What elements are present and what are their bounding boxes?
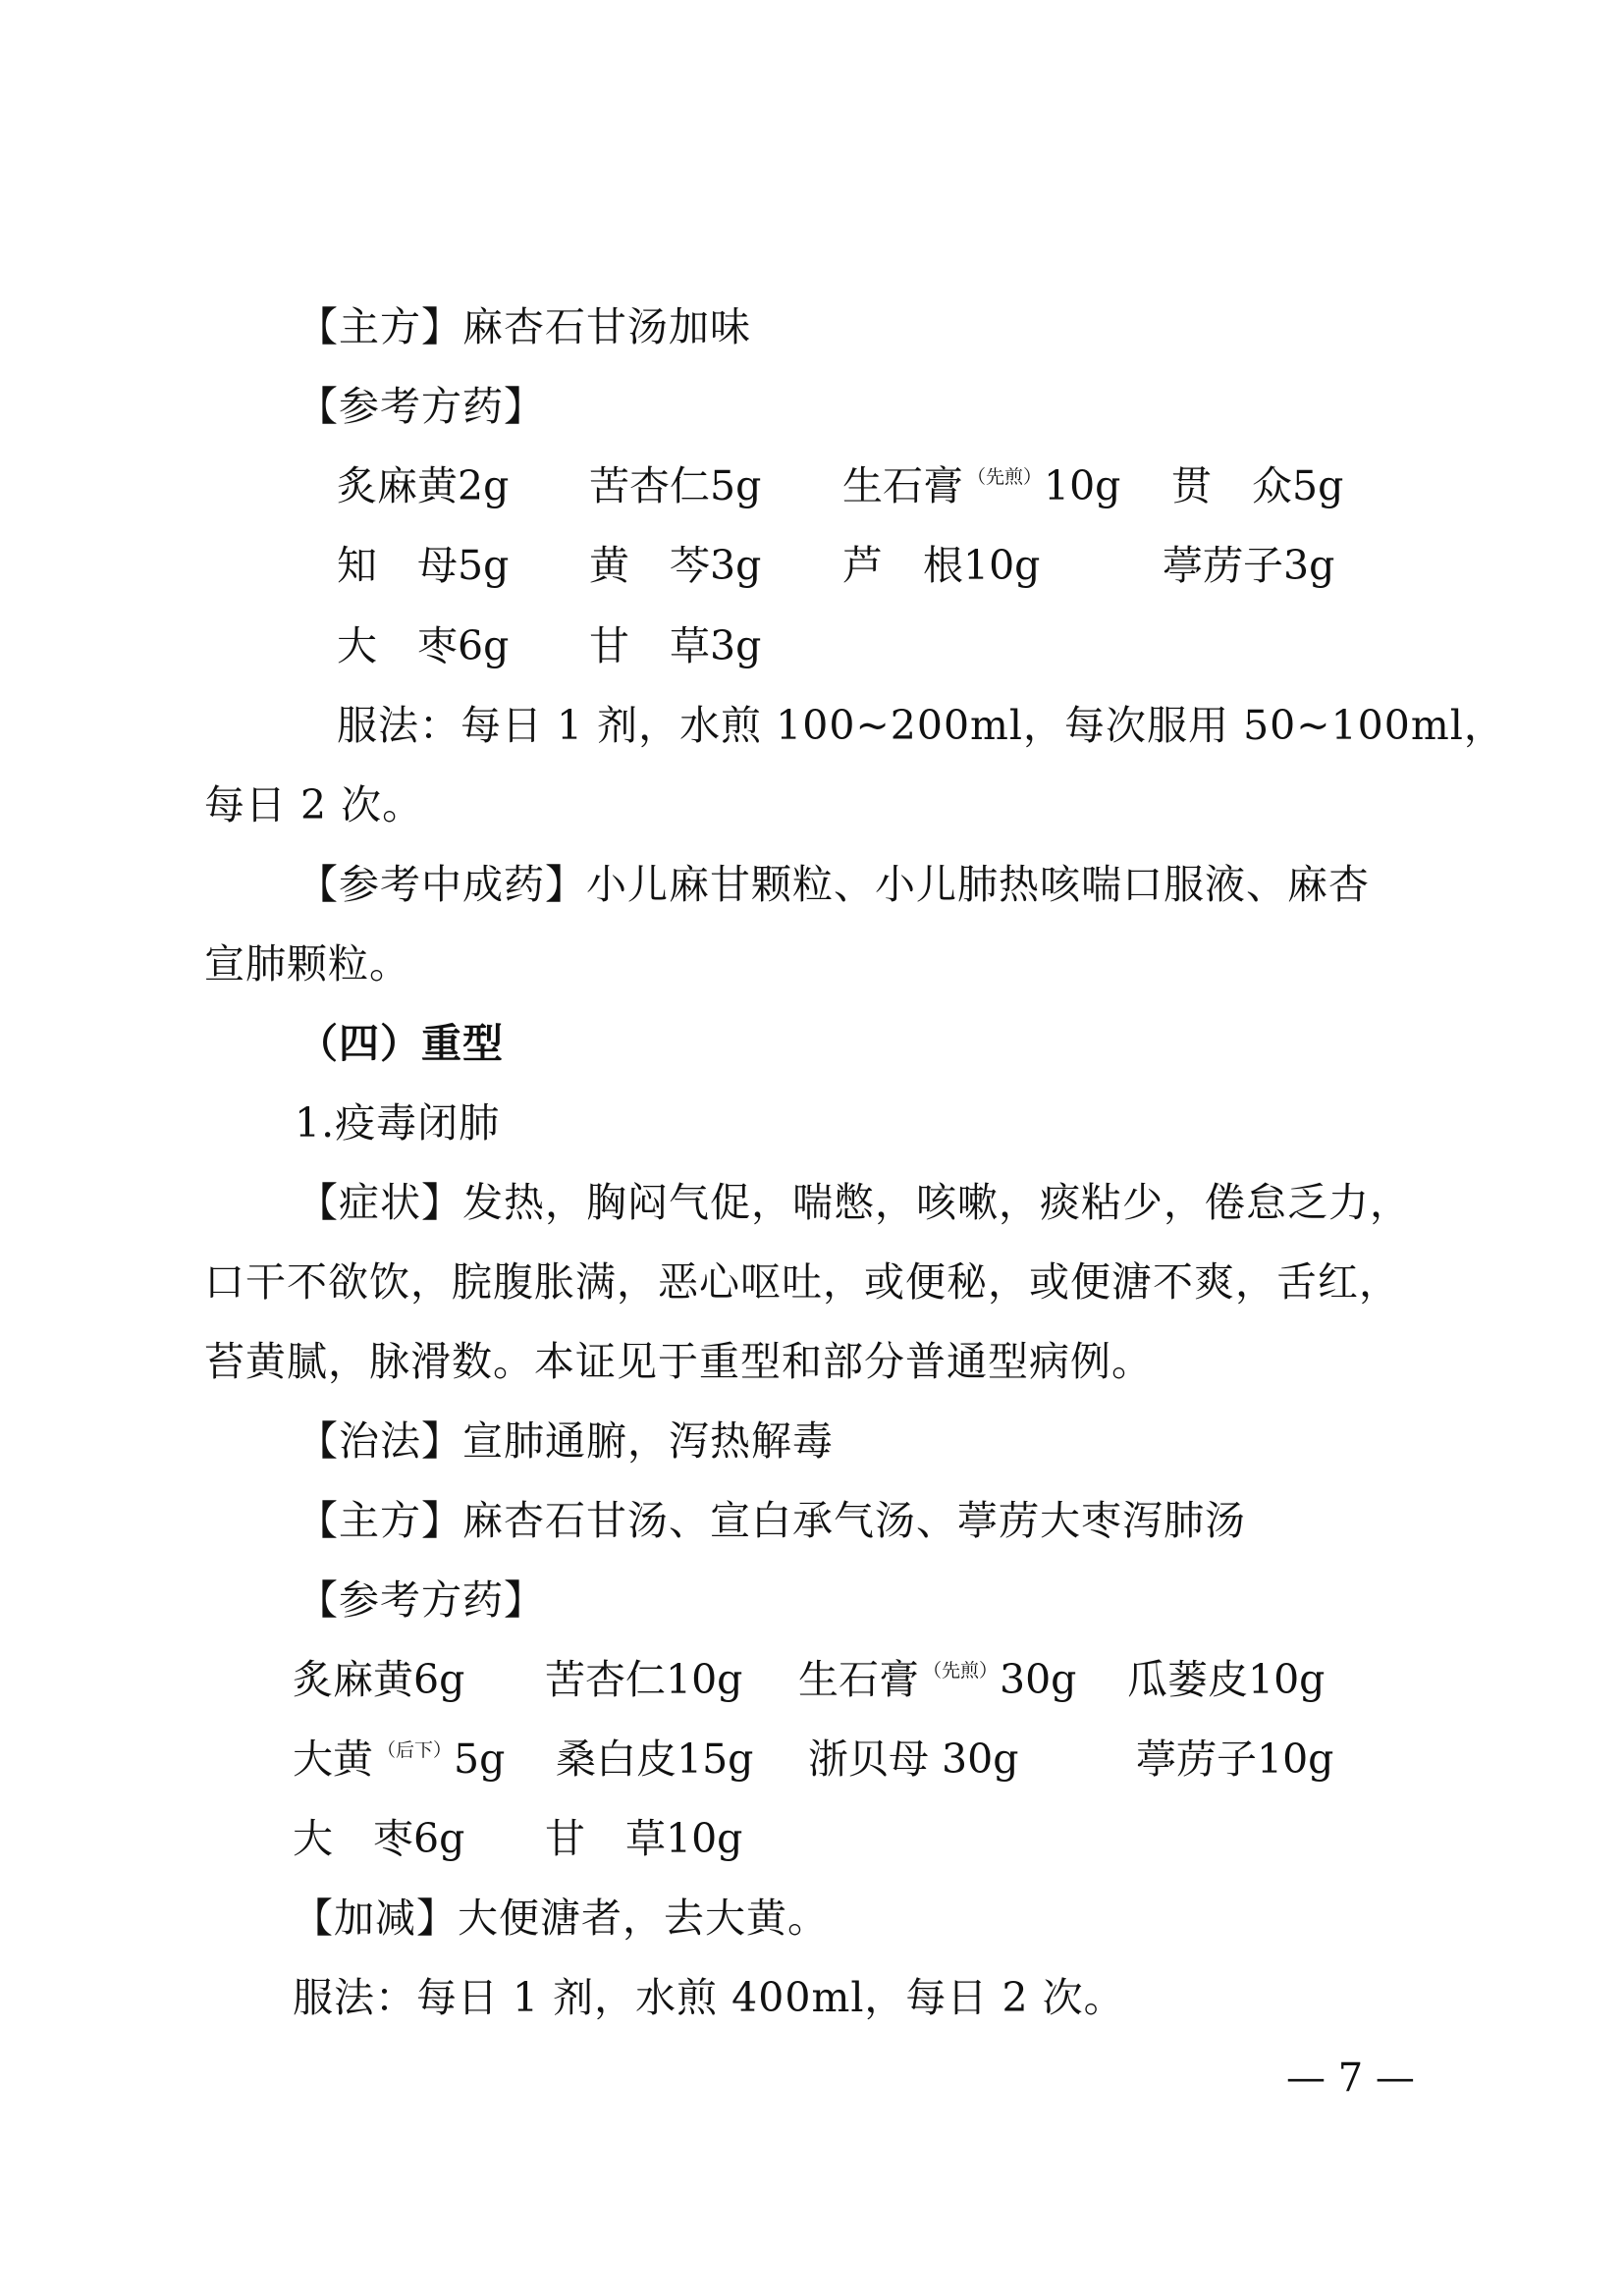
herb-item: 甘 草3g: [589, 622, 762, 669]
herb-item: 大 枣6g: [337, 622, 510, 669]
herb-item: 甘 草10g: [545, 1815, 743, 1862]
herb-item: 苦杏仁5g: [589, 462, 762, 509]
modification: 【加减】大便溏者，去大黄。: [293, 1895, 829, 1942]
subheading-lung-closure: 1.疫毒闭肺: [295, 1099, 501, 1147]
usage-a-line1: 服法：每日 1 剂，水煎 100~200ml，每次服用 50~100ml，: [337, 702, 1505, 749]
section-heading-severe: （四）重型: [298, 1020, 504, 1067]
page-number: — 7 —: [1286, 2056, 1415, 2101]
herb-item: 瓜蒌皮10g: [1127, 1656, 1326, 1703]
ref-herbs-title-a: 【参考方药】: [298, 383, 545, 430]
herb-item: 生石膏 $^{(先煎)}$10g: [842, 462, 1121, 509]
herb-note: （先煎）: [923, 1660, 999, 1682]
herb-item: 大黄 $^{(后下)}$5g: [293, 1735, 506, 1783]
herb-item: 贯 众5g: [1171, 462, 1344, 509]
patent-medicine-line1: 【参考中成药】小儿麻甘颗粒、小儿肺热咳喘口服液、麻杏: [298, 861, 1370, 908]
herb-item: 葶苈子10g: [1136, 1735, 1334, 1783]
herb-item: 芦 根10g: [842, 542, 1041, 589]
herb-item: 炙麻黄2g: [337, 462, 510, 509]
usage-b: 服法：每日 1 剂，水煎 400ml，每日 2 次。: [293, 1974, 1125, 2021]
symptoms-line2: 口干不欲饮，脘腹胀满，恶心呕吐，或便秘，或便溏不爽，舌红，: [204, 1258, 1400, 1306]
herb-item: 浙贝母 30g: [808, 1735, 1019, 1783]
herb-item: 苦杏仁10g: [545, 1656, 743, 1703]
herb-item: 黄 芩3g: [589, 542, 762, 589]
symptoms-line1: 【症状】发热，胸闷气促，喘憋，咳嗽，痰粘少，倦怠乏力，: [298, 1179, 1411, 1226]
herb-note: （先煎）: [967, 466, 1043, 488]
main-formula-a: 【主方】麻杏石甘汤加味: [298, 303, 751, 350]
herb-item: 知 母5g: [337, 542, 510, 589]
symptoms-line3: 苔黄腻，脉滑数。本证见于重型和部分普通型病例。: [204, 1338, 1153, 1385]
treatment-method: 【治法】宣肺通腑，泻热解毒: [298, 1417, 834, 1465]
patent-medicine-line2: 宣肺颗粒。: [204, 940, 410, 988]
herb-item: 葶苈子3g: [1163, 542, 1335, 589]
main-formula-b: 【主方】麻杏石甘汤、宣白承气汤、葶苈大枣泻肺汤: [298, 1497, 1246, 1544]
ref-herbs-title-b: 【参考方药】: [298, 1576, 545, 1624]
herb-item: 生石膏 $^{(先煎)}$30g: [798, 1656, 1077, 1703]
herb-item: 桑白皮15g: [556, 1735, 754, 1783]
usage-a-line2: 每日 2 次。: [204, 781, 424, 828]
herb-item: 大 枣6g: [293, 1815, 465, 1862]
herb-item: 炙麻黄6g: [293, 1656, 465, 1703]
herb-note: （后下）: [377, 1739, 453, 1761]
